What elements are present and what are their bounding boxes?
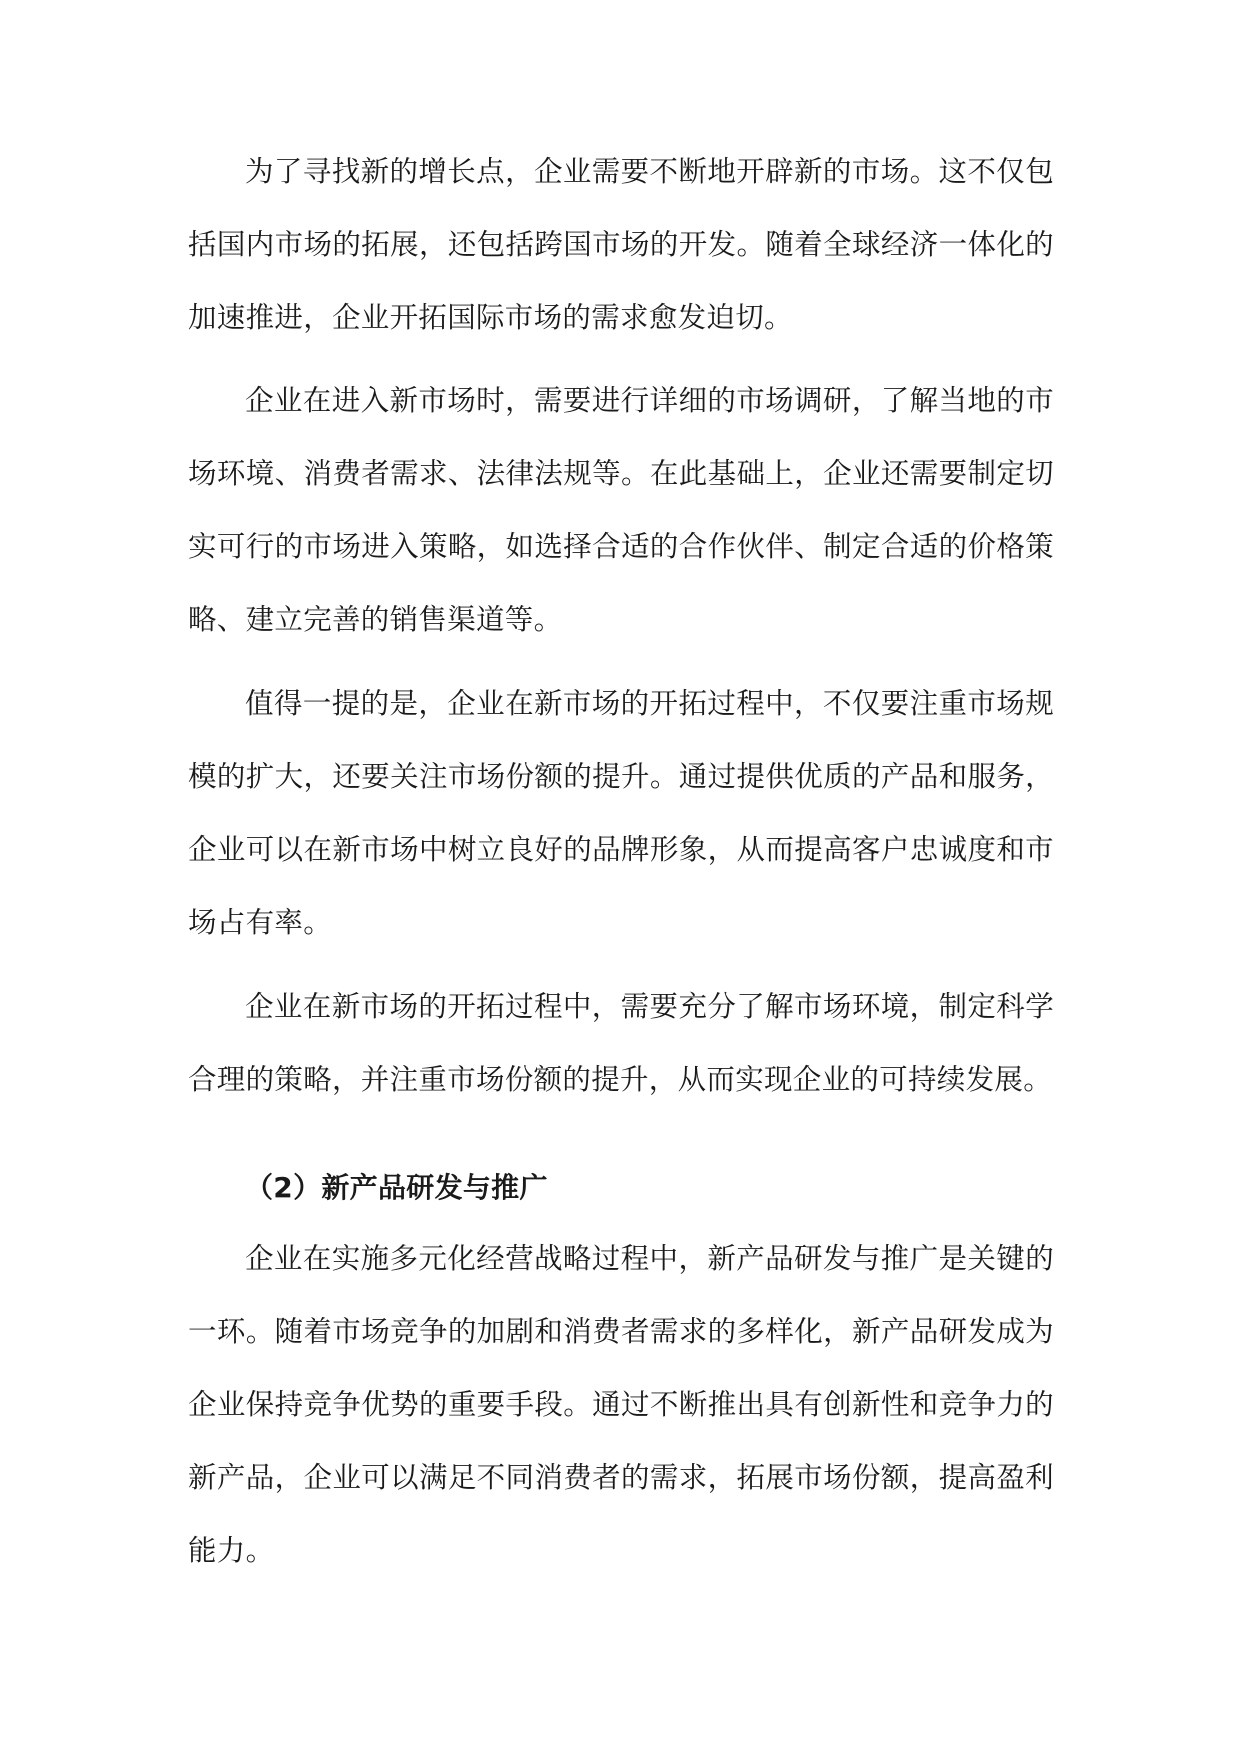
paragraph-new-product-rd: 企业在实施多元化经营战略过程中，新产品研发与推广是关键的一环。随着市场竞争的加剧和消费者需求的多样化，新产品研发成为企业保持竞争优势的重要手段。通过不断推出具有创新性和竞争力的新产品，企业可以满足不同消费者的需求，拓展市场份额，提高盈利能力。: [188, 1242, 1054, 1567]
paragraph-market-share: 值得一提的是，企业在新市场的开拓过程中，不仅要注重市场规模的扩大，还要关注市场份额的提升。通过提供优质的产品和服务，企业可以在新市场中树立良好的品牌形象，从而提高客户忠诚度和市场占有率。: [188, 687, 1054, 939]
paragraph-new-market-growth: 为了寻找新的增长点，企业需要不断地开辟新的市场。这不仅包括国内市场的拓展，还包括跨国市场的开发。随着全球经济一体化的加速推进，企业开拓国际市场的需求愈发迫切。: [188, 155, 1054, 334]
paragraph-market-entry-research: 企业在进入新市场时，需要进行详细的市场调研，了解当地的市场环境、消费者需求、法律法规等。在此基础上，企业还需要制定切实可行的市场进入策略，如选择合适的合作伙伴、制定合适的价格策略、建立完善的销售渠道等。: [188, 384, 1054, 636]
paragraph-sustainable-development: 企业在新市场的开拓过程中，需要充分了解市场环境，制定科学合理的策略，并注重市场份额的提升，从而实现企业的可持续发展。: [188, 990, 1054, 1096]
section-heading: （2）新产品研发与推广: [245, 1171, 548, 1204]
